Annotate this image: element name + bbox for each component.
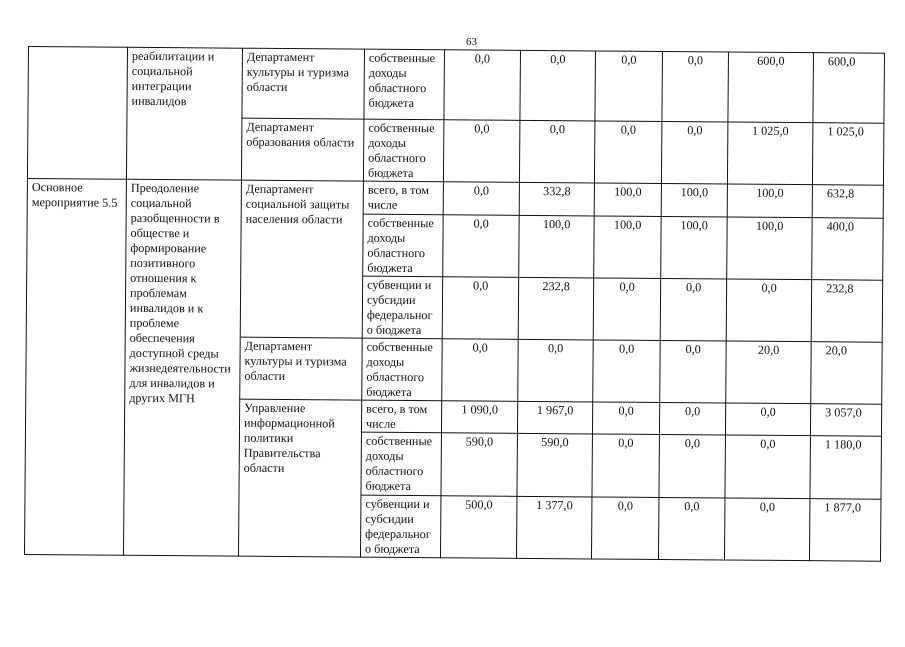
value-cell: 0,0 [658,497,724,560]
value-cell: 100,0 [661,216,727,279]
value-cell: 0,0 [443,120,519,183]
executor-cell: Управление информационной политики Правительства области [238,399,361,557]
value-cell: 100,0 [727,217,812,280]
value-cell: 0,0 [442,339,518,402]
funding-source-cell: субвенции и субсидии федерального бюджета [360,495,440,558]
total-cell: 1 025,0 [812,123,883,186]
value-cell: 100,0 [519,215,594,278]
value-cell: 0,0 [443,215,519,278]
funding-source-cell: всего, в том числе [361,400,441,433]
value-cell: 0,0 [592,402,659,435]
total-cell: 1 180,0 [810,436,881,500]
value-cell: 100,0 [594,216,661,279]
value-cell: 600,0 [728,52,814,123]
value-cell: 0,0 [595,51,663,122]
budget-table [24,46,885,562]
value-cell: 0,0 [724,498,809,561]
value-cell: 1 377,0 [516,496,591,559]
value-cell: 0,0 [520,50,596,121]
total-cell: 20,0 [811,342,882,405]
measure-cell: Основное мероприятие 5.5 [25,178,127,555]
total-cell: 232,8 [811,280,882,343]
value-cell: 0,0 [443,182,519,216]
value-cell: 1 090,0 [441,401,517,434]
value-cell: 20,0 [726,341,811,404]
value-cell: 0,0 [726,279,811,342]
value-cell: 0,0 [725,435,810,499]
funding-source-cell: всего, в том числе [363,181,443,215]
funding-source-cell: собственные доходы областного бюджета [364,49,445,120]
value-cell: 332,8 [519,182,594,216]
value-cell: 0,0 [660,340,726,403]
funding-source-cell: собственные доходы областного бюджета [363,119,443,182]
value-cell: 500,0 [440,496,516,559]
total-cell: 600,0 [813,53,885,124]
value-cell: 0,0 [518,339,593,402]
value-cell: 100,0 [594,183,661,217]
value-cell: 0,0 [660,278,726,341]
measure-cell [27,47,127,180]
executor-cell: Департамент образования области [241,118,363,181]
value-cell: 0,0 [591,497,658,560]
funding-source-cell: собственные доходы областного бюджета [363,214,443,277]
value-cell: 0,0 [659,402,725,435]
value-cell: 1 025,0 [727,122,812,185]
value-cell: 232,8 [518,277,593,340]
value-cell: 0,0 [594,121,661,184]
table-row [28,47,885,124]
value-cell: 0,0 [593,340,660,403]
value-cell: 1 967,0 [517,401,592,434]
value-cell: 0,0 [442,277,518,340]
page-number: 63 [466,36,477,48]
value-cell: 0,0 [592,434,659,498]
value-cell: 0,0 [725,403,810,436]
value-cell: 0,0 [659,434,725,498]
executor-cell: Департамент культуры и туризма области [240,337,362,400]
value-cell: 100,0 [727,184,812,218]
funding-source-cell: субвенции и субсидии федерального бюджета [362,276,442,339]
value-cell: 0,0 [662,51,729,122]
value-cell: 0,0 [519,120,594,183]
value-cell: 100,0 [661,183,727,217]
executor-cell: Департамент культуры и туризма области [242,48,365,119]
executor-cell: Департамент социальной защиты населения области [240,180,363,338]
funding-source-cell: собственные доходы областного бюджета [362,338,442,401]
total-cell: 400,0 [812,218,883,281]
value-cell: 0,0 [444,50,521,121]
total-cell: 1 877,0 [809,499,880,562]
measure-name-cell: реабилитации и социальной интеграции инвалидов [126,47,242,180]
value-cell: 0,0 [661,121,727,184]
value-cell: 590,0 [441,433,517,497]
value-cell: 0,0 [593,278,660,341]
funding-source-cell: собственные доходы областного бюджета [361,432,441,496]
total-cell: 3 057,0 [810,404,881,437]
measure-name-cell: Преодоление социальной разобщенности в обществе и формирование позитивного отношения к проблемам инвалидов и к проблеме обеспечения доступной среды жизнедеятельности для инвалидов и других МГН [124,179,242,556]
value-cell: 590,0 [517,433,592,497]
total-cell: 632,8 [812,185,883,219]
table-row [27,178,883,218]
